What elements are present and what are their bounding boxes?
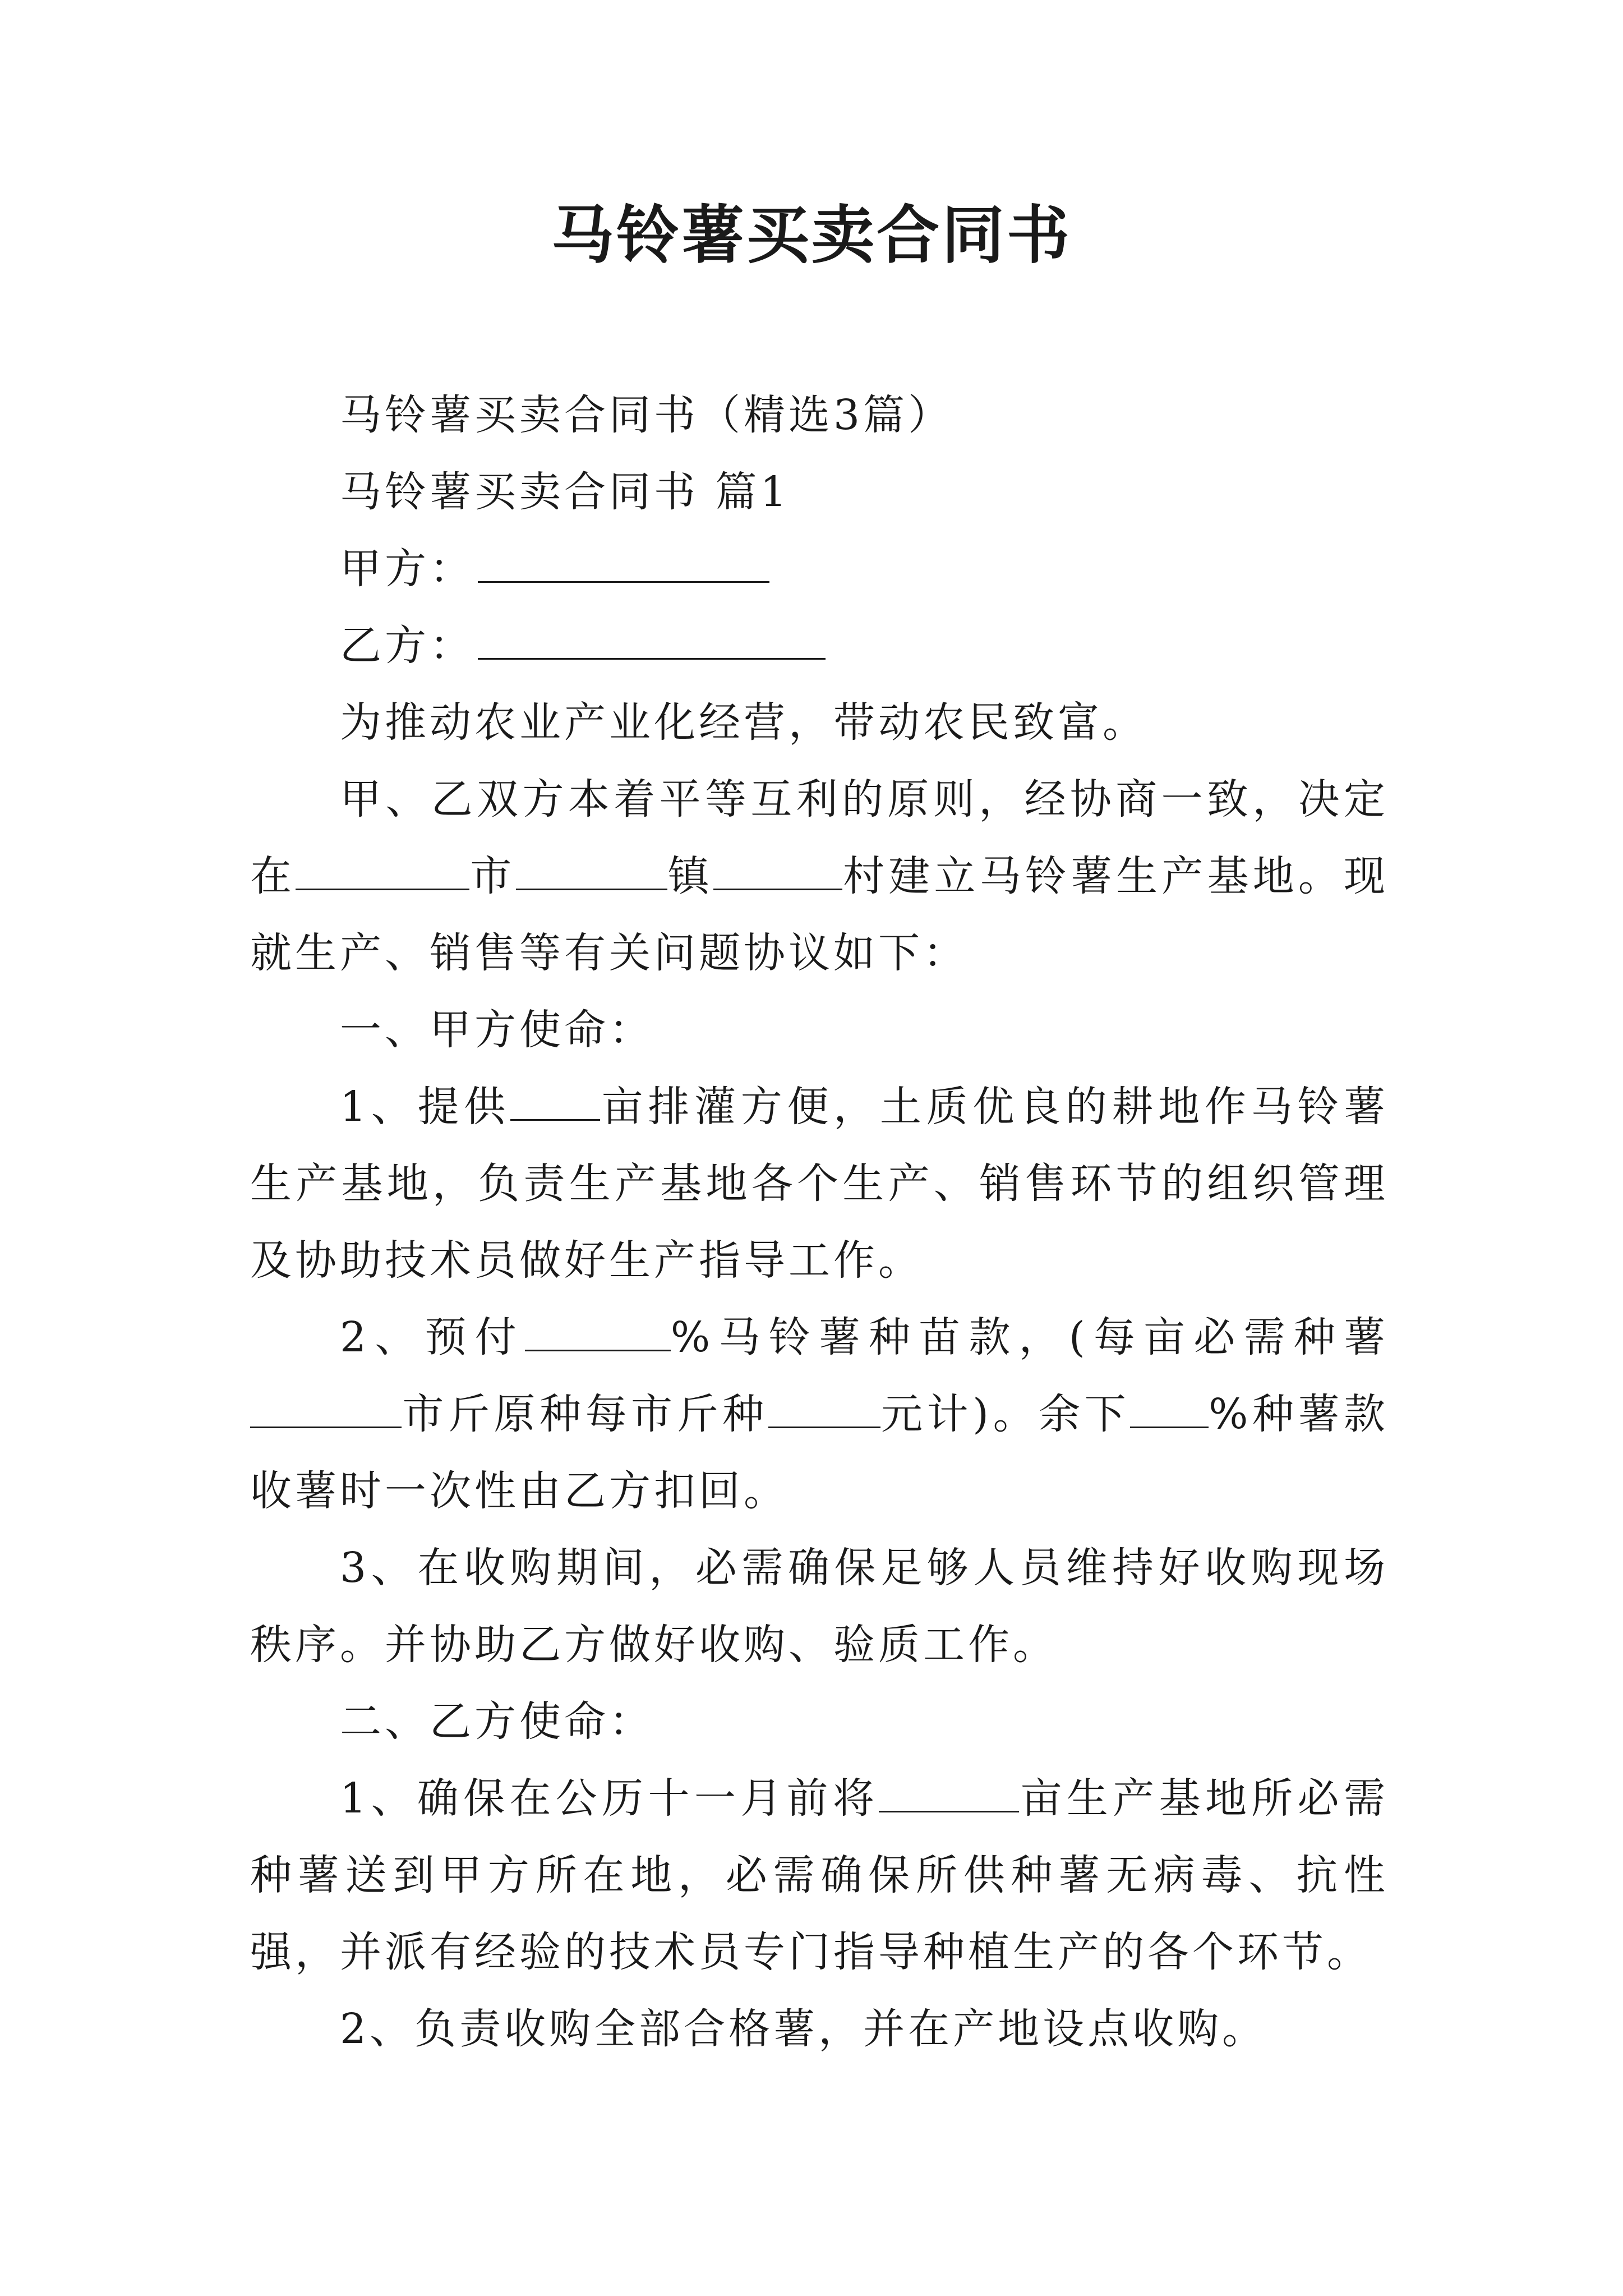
a1-text-2: 亩排灌方便，土质优良的耕地作马铃薯生产基地，负责生产基地各个生产、销售环节的组织管理及协助技术员做好生产指导工作。	[250, 1083, 1389, 1285]
price-yuan-blank[interactable]	[768, 1387, 880, 1428]
document-title: 马铃薯买卖合同书	[551, 199, 1072, 272]
city-label: 市	[469, 852, 516, 900]
section-a-item-2	[250, 1299, 1389, 1530]
party-b-label: 乙方：	[340, 622, 474, 670]
a1-text-1: 1、提供	[340, 1083, 510, 1131]
a2-text-2: %马铃薯种苗款，(每亩必需种薯	[670, 1313, 1389, 1361]
section-b-item-1	[250, 1760, 1389, 1991]
b1-text-2: 亩生产基地所必需种薯送到甲方所在地，必需确保所供种薯无病毒、抗性强，并派有经验的技术员专门指导种植生产的各个环节。	[250, 1774, 1389, 1976]
a2-text-4: 元计)。余下	[880, 1390, 1131, 1438]
party-a-label: 甲方：	[340, 545, 474, 593]
a2-text-1: 2、预付	[340, 1313, 525, 1361]
base-acreage-blank[interactable]	[879, 1772, 1019, 1812]
town-label: 镇	[667, 852, 713, 900]
section-a-heading: 一、甲方使命：	[340, 1006, 654, 1054]
section-b-item-2: 2、负责收购全部合格薯，并在产地设点收购。	[340, 2005, 1267, 2053]
seed-jin-blank[interactable]	[250, 1387, 402, 1428]
a2-text-3: 市斤原种每市斤种	[402, 1390, 768, 1438]
subtitle: 马铃薯买卖合同书（精选3篇）	[340, 391, 953, 439]
document-body	[250, 377, 1389, 2068]
acreage-blank[interactable]	[510, 1080, 600, 1121]
intro-text-1: 甲、乙双方本着平等互利的原则，经协商一致，决定在	[250, 775, 1389, 900]
city-blank[interactable]	[296, 849, 469, 890]
section-heading: 马铃薯买卖合同书 篇1	[340, 468, 790, 516]
town-blank[interactable]	[516, 849, 667, 890]
party-a-line	[250, 531, 1389, 608]
section-a-item-1	[250, 1069, 1389, 1299]
intro-paragraph	[250, 761, 1389, 992]
purpose-paragraph: 为推动农业产业化经营，带动农民致富。	[340, 698, 1147, 747]
section-a-item-3: 3、在收购期间，必需确保足够人员维持好收购现场秩序。并协助乙方做好收购、验质工作。	[250, 1544, 1389, 1669]
party-b-blank[interactable]	[478, 619, 826, 660]
intro-text-2: 村建立马铃薯生产基地。现就生产、销售等有关问题协议如下：	[250, 852, 1389, 977]
village-blank[interactable]	[713, 849, 842, 890]
remaining-percent-blank[interactable]	[1130, 1387, 1209, 1428]
prepay-percent-blank[interactable]	[525, 1310, 671, 1351]
a2-text-5: %种薯款收薯时一次性由乙方扣回。	[250, 1390, 1389, 1515]
party-a-blank[interactable]	[478, 542, 769, 583]
party-b-line	[250, 608, 1389, 684]
b1-text-1: 1、确保在公历十一月前将	[340, 1774, 879, 1823]
section-b-heading: 二、乙方使命：	[340, 1697, 654, 1746]
